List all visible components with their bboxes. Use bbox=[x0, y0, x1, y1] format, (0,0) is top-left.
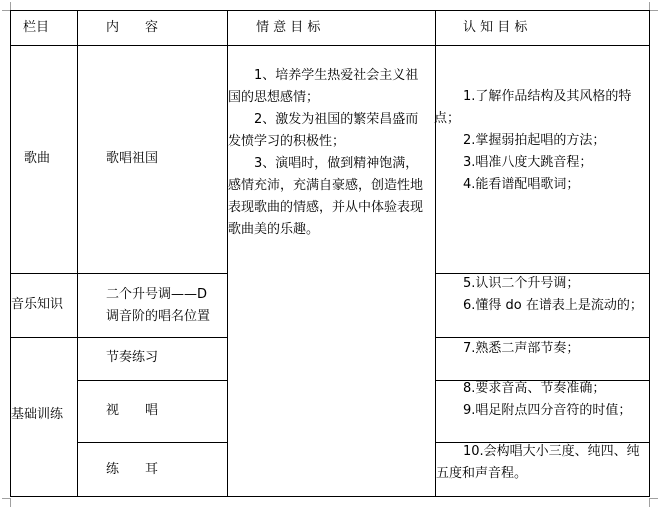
row-divider bbox=[77, 380, 227, 381]
cognitive-goal-ear-training-overflow: 五度和声音程。 bbox=[436, 466, 528, 481]
column-divider bbox=[435, 10, 436, 497]
cognitive-line: 2.掌握弱拍起唱的方法； bbox=[463, 133, 606, 148]
cognitive-goal-1-overflow: 点； bbox=[434, 111, 461, 126]
table-border-right bbox=[649, 10, 650, 497]
content-line: 二个升号调——D bbox=[106, 287, 208, 302]
table-border-top bbox=[10, 10, 649, 11]
affective-line: 3、演唱时，做到精神饱满， bbox=[228, 156, 419, 171]
row-divider bbox=[10, 273, 227, 274]
affective-line: 表现歌曲的情感，并从中体验表现 bbox=[228, 200, 424, 215]
category-basic-training: 基础训练 bbox=[11, 407, 64, 422]
content-line: 调音阶的唱名位置 bbox=[106, 309, 211, 324]
column-divider bbox=[77, 10, 78, 497]
affective-line: 感情充沛，充满自豪感，创造性地 bbox=[228, 178, 424, 193]
affective-line: 2、激发为祖国的繁荣昌盛而 bbox=[228, 112, 419, 127]
cognitive-goals-sight-singing bbox=[463, 378, 631, 422]
table-border-bottom bbox=[10, 496, 649, 497]
corner-mark bbox=[649, 498, 658, 507]
cognitive-goal-1: 1.了解作品结构及其风格的特 bbox=[463, 89, 632, 104]
corner-mark bbox=[649, 2, 658, 11]
header-divider bbox=[10, 45, 649, 46]
affective-line: 歌曲美的乐趣。 bbox=[228, 222, 320, 237]
content-music-knowledge bbox=[106, 284, 210, 328]
row-divider bbox=[77, 442, 227, 443]
header-content: 内 容 bbox=[106, 20, 159, 35]
cognitive-line: 10.会构唱大小三度、纯四、纯 bbox=[463, 444, 640, 459]
cognitive-line: 6.懂得 do 在谱表上是流动的； bbox=[463, 298, 643, 313]
affective-line: 国的思想感情； bbox=[228, 90, 320, 105]
header-category: 栏目 bbox=[23, 20, 50, 35]
category-music-knowledge: 音乐知识 bbox=[11, 297, 64, 312]
cognitive-goal-ear-training bbox=[463, 441, 640, 463]
cognitive-goal-rhythm: 7.熟悉二声部节奏； bbox=[463, 341, 580, 356]
category-song: 歌曲 bbox=[24, 151, 51, 166]
affective-line: 发愤学习的积极性； bbox=[228, 134, 346, 149]
content-sight-singing: 视 唱 bbox=[106, 403, 159, 418]
affective-line: 1、培养学生热爱社会主义祖 bbox=[228, 68, 419, 83]
cognitive-line: 8.要求音高、节奏准确； bbox=[463, 381, 606, 396]
corner-mark bbox=[2, 498, 11, 507]
cognitive-line: 5.认识二个升号调； bbox=[463, 276, 580, 291]
affective-goals-song bbox=[228, 65, 423, 241]
content-rhythm-practice: 节奏练习 bbox=[106, 350, 159, 365]
content-ear-training: 练 耳 bbox=[106, 462, 159, 477]
cognitive-line: 4.能看谱配唱歌词； bbox=[463, 177, 580, 192]
cognitive-goals-music-knowledge bbox=[463, 273, 643, 317]
header-cognitive-goals: 认 知 目 标 bbox=[463, 20, 528, 35]
row-divider bbox=[10, 337, 227, 338]
header-affective-goals: 情 意 目 标 bbox=[256, 20, 321, 35]
cognitive-goals-song bbox=[463, 130, 605, 196]
cognitive-line: 9.唱足附点四分音符的时值； bbox=[463, 403, 632, 418]
content-song-title: 歌唱祖国 bbox=[106, 151, 159, 166]
cognitive-line: 3.唱准八度大跳音程； bbox=[463, 155, 593, 170]
